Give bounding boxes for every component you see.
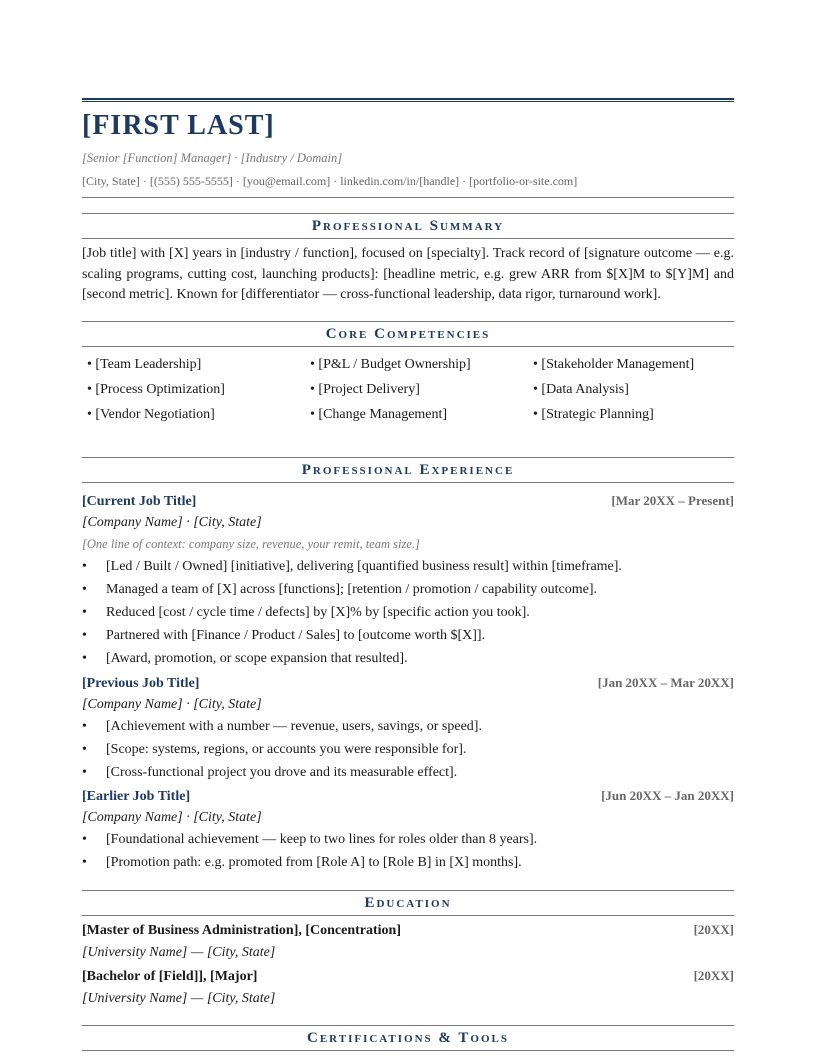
list-item: • [Foundational achievement — keep to two lines for roles older than 8 years]. xyxy=(82,828,734,851)
section-title-competencies: Core Competencies xyxy=(82,321,734,347)
section-title-summary: Professional Summary xyxy=(82,213,734,239)
job-entry-earlier xyxy=(82,784,734,874)
education-entry xyxy=(82,918,734,964)
list-item: • [Led / Built / Owned] [initiative], delivering [quantified business result] within [timeframe]. xyxy=(82,555,734,578)
job-bullets xyxy=(82,828,734,874)
edu-degree: [Bachelor of [Field]], [Major] xyxy=(82,968,258,984)
list-item: • Managed a team of [X] across [functions]; [retention / promotion / capability outcome]. xyxy=(82,578,734,601)
bullet-marker: • xyxy=(82,651,87,667)
list-item: • [Promotion path: e.g. promoted from [Role A] to [Role B] in [X] months]. xyxy=(82,851,734,874)
competency-item: • [Data Analysis] xyxy=(533,381,629,397)
job-entry-current xyxy=(82,489,734,671)
list-item: • [Achievement with a number — revenue, users, savings, or speed]. xyxy=(82,715,734,738)
job-bullets xyxy=(82,715,734,785)
competency-item: • [Team Leadership] xyxy=(87,356,202,372)
summary-text: [Job title] with [X] years in [industry / function], focused on [specialty]. Track record of [signature outcome — e.g. scaling programs, cutting cost, launching products]: [headline metric, e.g. grew ARR from $[X]M to $[Y]M] and [second metric]. Known for [differentiator — cross-functional leadership, data rigor, turnaround work]. xyxy=(82,246,734,302)
edu-year: [20XX] xyxy=(693,921,734,937)
competency-item: • [Stakeholder Management] xyxy=(533,356,695,372)
list-item: • [Scope: systems, regions, or accounts you were responsible for]. xyxy=(82,738,734,761)
competency-item: • [Change Management] xyxy=(310,406,448,422)
section-title-experience: Professional Experience xyxy=(82,457,734,483)
job-company: [Company Name] · [City, State] xyxy=(82,696,262,712)
edu-year: [20XX] xyxy=(693,967,734,983)
section-title-certifications: Certifications & Tools xyxy=(82,1025,734,1051)
bullet-marker: • xyxy=(82,741,87,757)
job-dates: [Jan 20XX – Mar 20XX] xyxy=(597,674,734,690)
bullet-marker: • xyxy=(82,718,87,734)
competencies-grid xyxy=(82,352,734,427)
bullet-marker: • xyxy=(82,628,87,644)
bullet-marker: • xyxy=(82,558,87,574)
list-item: • Partnered with [Finance / Product / Sales] to [outcome worth $[X]]. xyxy=(82,624,734,647)
competency-item: • [Process Optimization] xyxy=(87,381,225,397)
bullet-marker: • xyxy=(82,604,87,620)
job-dates: [Mar 20XX – Present] xyxy=(611,492,734,508)
edu-school: [University Name] — [City, State] xyxy=(82,990,276,1006)
edu-school: [University Name] — [City, State] xyxy=(82,944,276,960)
edu-degree: [Master of Business Administration], [Concentration] xyxy=(82,922,402,938)
job-dates: [Jun 20XX – Jan 20XX] xyxy=(601,788,734,804)
candidate-name: [FIRST LAST] xyxy=(82,110,275,141)
competency-item: • [Strategic Planning] xyxy=(533,406,654,422)
list-item: • [Cross-functional project you drove and its measurable effect]. xyxy=(82,761,734,784)
job-bullets xyxy=(82,555,734,671)
header-double-rule xyxy=(82,98,734,102)
bullet-marker: • xyxy=(82,855,87,871)
job-context: [One line of context: company size, revenue, your remit, team size.] xyxy=(82,536,420,551)
education-entry xyxy=(82,964,734,1010)
contact-line: [City, State] · [(555) 555-5555] · [you@email.com] · linkedin.com/in/[handle] · [portfolio-or-site.com] xyxy=(82,173,734,198)
bullet-marker: • xyxy=(82,581,87,597)
list-item: • Reduced [cost / cycle time / defects] by [X]% by [specific action you took]. xyxy=(82,601,734,624)
competency-item: • [P&L / Budget Ownership] xyxy=(310,356,471,372)
list-item: • [Award, promotion, or scope expansion that resulted]. xyxy=(82,647,734,670)
bullet-marker: • xyxy=(82,832,87,848)
bullet-marker: • xyxy=(82,764,87,780)
job-title: [Current Job Title] xyxy=(82,493,197,509)
job-title: [Earlier Job Title] xyxy=(82,789,191,805)
job-company: [Company Name] · [City, State] xyxy=(82,514,262,530)
competency-item: • [Project Delivery] xyxy=(310,381,420,397)
competency-item: • [Vendor Negotiation] xyxy=(87,406,215,422)
job-entry-previous xyxy=(82,671,734,785)
job-company: [Company Name] · [City, State] xyxy=(82,810,262,826)
job-title: [Previous Job Title] xyxy=(82,675,200,691)
section-title-education: Education xyxy=(82,890,734,916)
candidate-tagline: [Senior [Function] Manager] · [Industry / Domain] xyxy=(82,151,343,165)
resume-page xyxy=(82,98,734,1051)
